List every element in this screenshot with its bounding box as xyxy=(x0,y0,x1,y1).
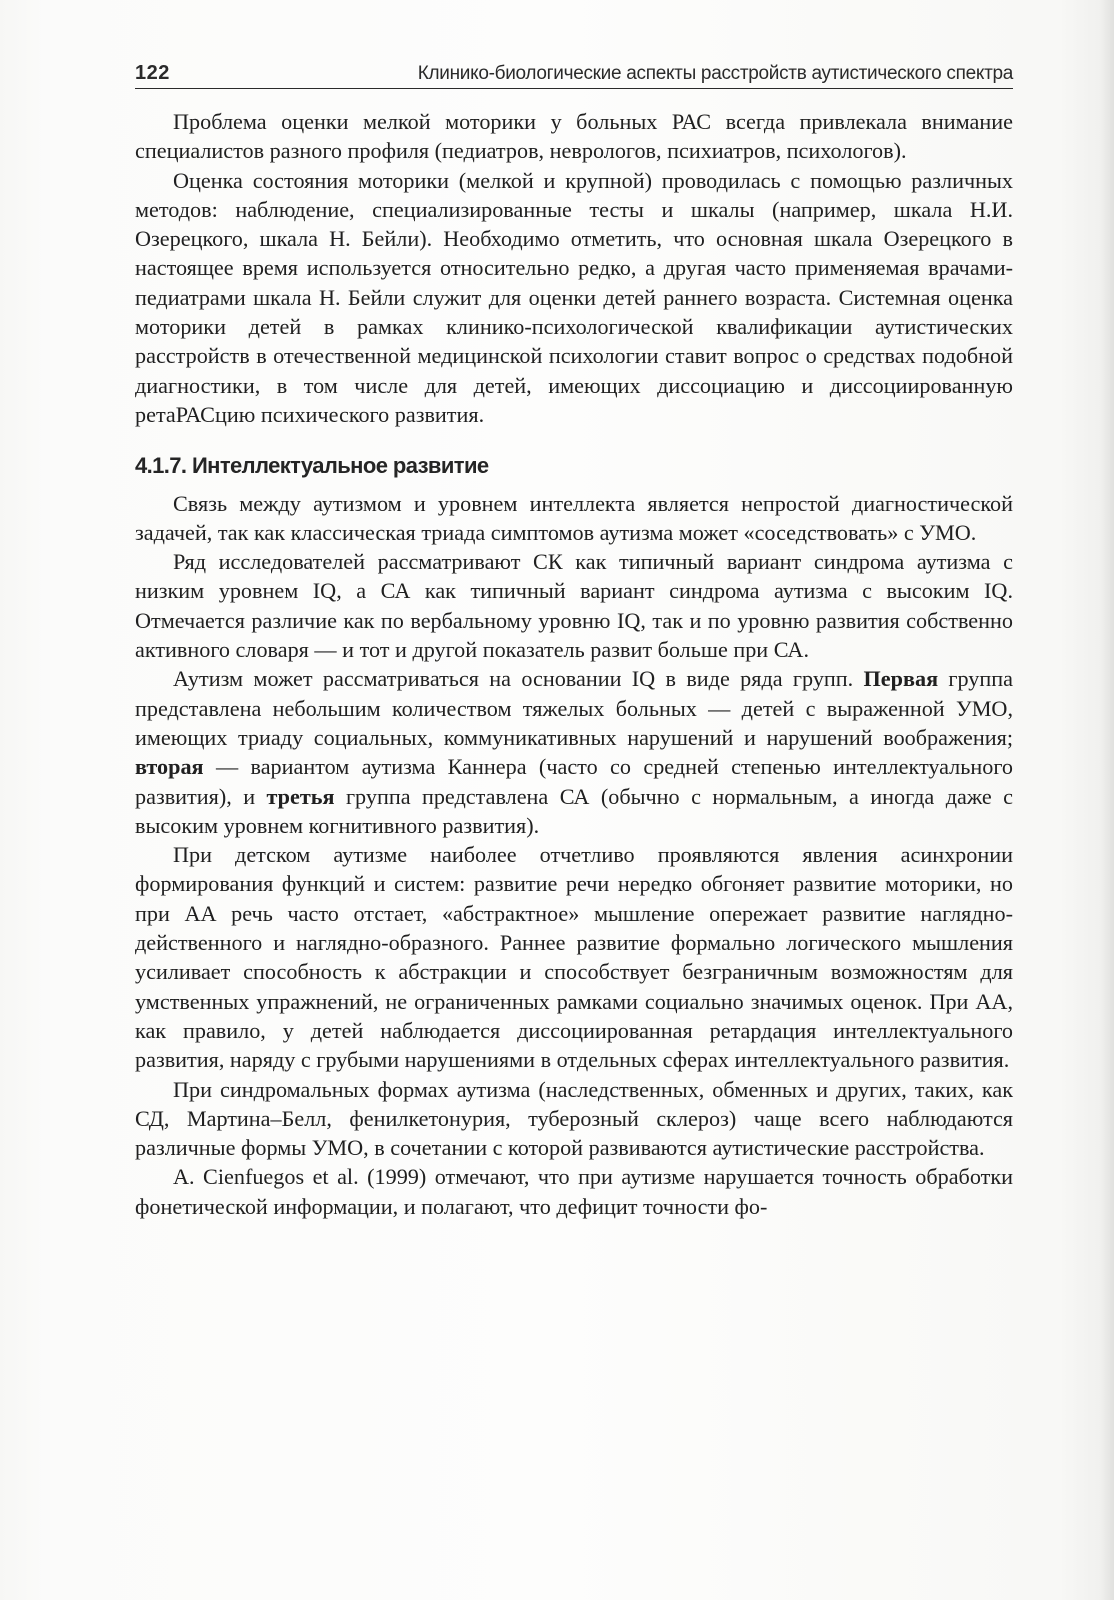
paragraph-autism-intellect-link: Связь между аутизмом и уровнем интеллекта является непростой диагностической задачей, так как классическая триада симптомов аутизма может «соседствовать» с УМО. xyxy=(135,490,1013,545)
groups-bold-first: Первая xyxy=(863,666,939,692)
page-edge-shadow xyxy=(1100,0,1114,1600)
groups-text-3: — вариантом аутизма Каннера (часто со средней степенью интеллектуального развития), и xyxy=(135,754,1013,809)
paragraph-cienfuegos: A. Cienfuegos et al. (1999) отмечают, что при аутизме нарушается точность обработки фонетической информации, и полагают, что дефицит точности фо- xyxy=(135,1164,1013,1219)
running-title: Клинико-биологические аспекты расстройств аутистического спектра xyxy=(417,63,1013,84)
paragraph-researchers-iq: Ряд исследователей рассматривают СК как типичный вариант синдрома аутизма с низким уровнем IQ, а СА как типичный вариант синдрома аутизма с высоким IQ. Отмечается различие как по вербальному уровню IQ, так и по уровню развития собственно активного словаря — и тот и другой показатель развит больше при СА. xyxy=(135,549,1013,663)
body-text xyxy=(135,107,1013,1221)
paragraph-fine-motor-problem: Проблема оценки мелкой моторики у больных РАС всегда привлекала внимание специалистов разного профиля (педиатров, неврологов, психиатров, психологов). xyxy=(135,109,1013,164)
paragraph-syndromal-forms: При синдромальных формах аутизма (наследственных, обменных и других, таких, как СД, Мартина–Белл, фенилкетонурия, туберозный склероз) чаще всего наблюдаются различные формы УМО, в сочетании с которой развиваются аутистические расстройства. xyxy=(135,1076,1013,1161)
section-heading: 4.1.7. Интеллектуальное развитие xyxy=(135,453,489,479)
groups-text-1: Аутизм может рассматриваться на основании IQ в виде ряда групп. xyxy=(173,666,864,692)
paragraph-iq-groups xyxy=(135,664,1013,840)
groups-text-4: группа представлена СА (обычно с нормальным, а иногда даже с высоким уровнем когнитивного развития). xyxy=(135,783,1013,838)
running-header xyxy=(135,62,1013,89)
groups-bold-second: вторая xyxy=(135,754,204,780)
groups-text-2: группа представлена небольшим количеством тяжелых больных — детей с выраженной УМО, имеющих триаду социальных, коммуникативных нарушений и нарушений воображения; xyxy=(135,666,1013,750)
page-number: 122 xyxy=(135,62,170,84)
paragraph-asynchrony: При детском аутизме наиболее отчетливо проявляются явления асинхронии формирования функций и систем: развитие речи нередко обгоняет развитие моторики, но при АА речь часто отстает, «абстрактное» мышление опережает развитие наглядно-действенного и наглядно-образного. Раннее развитие формально логического мышления усиливает способность к абстракции и способствует безграничным возможностям для умственных упражнений, не ограниченных рамками социально значимых оценок. При АА, как правило, у детей наблюдается диссоциированная ретардация интеллектуального развития, наряду с грубыми нарушениями в отдельных сферах интеллектуального развития. xyxy=(135,842,1013,1073)
book-page xyxy=(135,62,1013,1221)
paragraph-motor-assessment: Оценка состояния моторики (мелкой и крупной) проводилась с помощью различных методов: наблюдение, специализированные тесты и шкалы (например, шкала Н.И. Озерецкого, шкала Н. Бейли). Необходимо отметить, что основная шкала Озерецкого в настоящее время используется относительно редко, а другая часто применяемая врачами-педиатрами шкала Н. Бейли служит для оценки детей раннего возраста. Системная оценка моторики детей в рамках клинико-психологической квалификации аутистических расстройств в отечественной медицинской психологии ставит вопрос о средствах подобной диагностики, в том числе для детей, имеющих диссоциацию и диссоциированную ретаРАСцию психического развития. xyxy=(135,167,1013,427)
groups-bold-third: третья xyxy=(266,783,335,809)
